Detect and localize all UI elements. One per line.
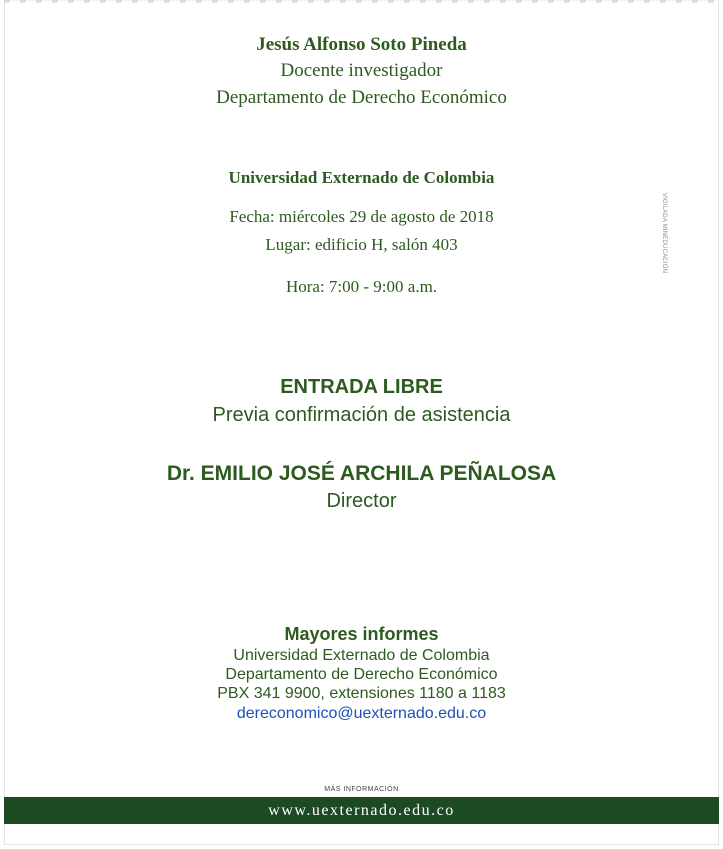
speaker-role: Docente investigador: [280, 60, 443, 81]
entry-title: ENTRADA LIBRE: [280, 376, 443, 398]
director-role: Director: [326, 490, 397, 512]
info-title: Mayores informes: [284, 624, 439, 644]
info-department: Departamento de Derecho Económico: [225, 666, 498, 683]
website-link[interactable]: www.uexternado.edu.co: [268, 801, 455, 819]
info-university: Universidad Externado de Colombia: [233, 647, 490, 664]
university-name: Universidad Externado de Colombia: [228, 168, 495, 187]
more-info-label: MÁS INFORMACIÓN: [324, 786, 399, 793]
event-time: Hora: 7:00 - 9:00 a.m.: [285, 277, 438, 296]
event-date: Fecha: miércoles 29 de agosto de 2018: [229, 207, 494, 226]
vigilada-mineducacion-mark: [657, 188, 671, 278]
event-place: Lugar: edificio H, salón 403: [265, 235, 458, 254]
vigilada-mark-text: VIGILADA MINEDUCACIÓN: [661, 192, 667, 274]
contact-email-link[interactable]: dereconomico@uexternado.edu.co: [236, 705, 487, 722]
speaker-name: Jesús Alfonso Soto Pineda: [256, 34, 467, 55]
info-phone: PBX 341 9900, extensiones 1180 a 1183: [217, 685, 506, 702]
director-name: Dr. EMILIO JOSÉ ARCHILA PEÑALOSA: [166, 462, 557, 485]
top-border-strip: [4, 0, 719, 3]
speaker-department: Departamento de Derecho Económico: [216, 87, 507, 108]
entry-subtitle: Previa confirmación de asistencia: [212, 404, 511, 426]
website-footer-bar[interactable]: [4, 797, 719, 824]
